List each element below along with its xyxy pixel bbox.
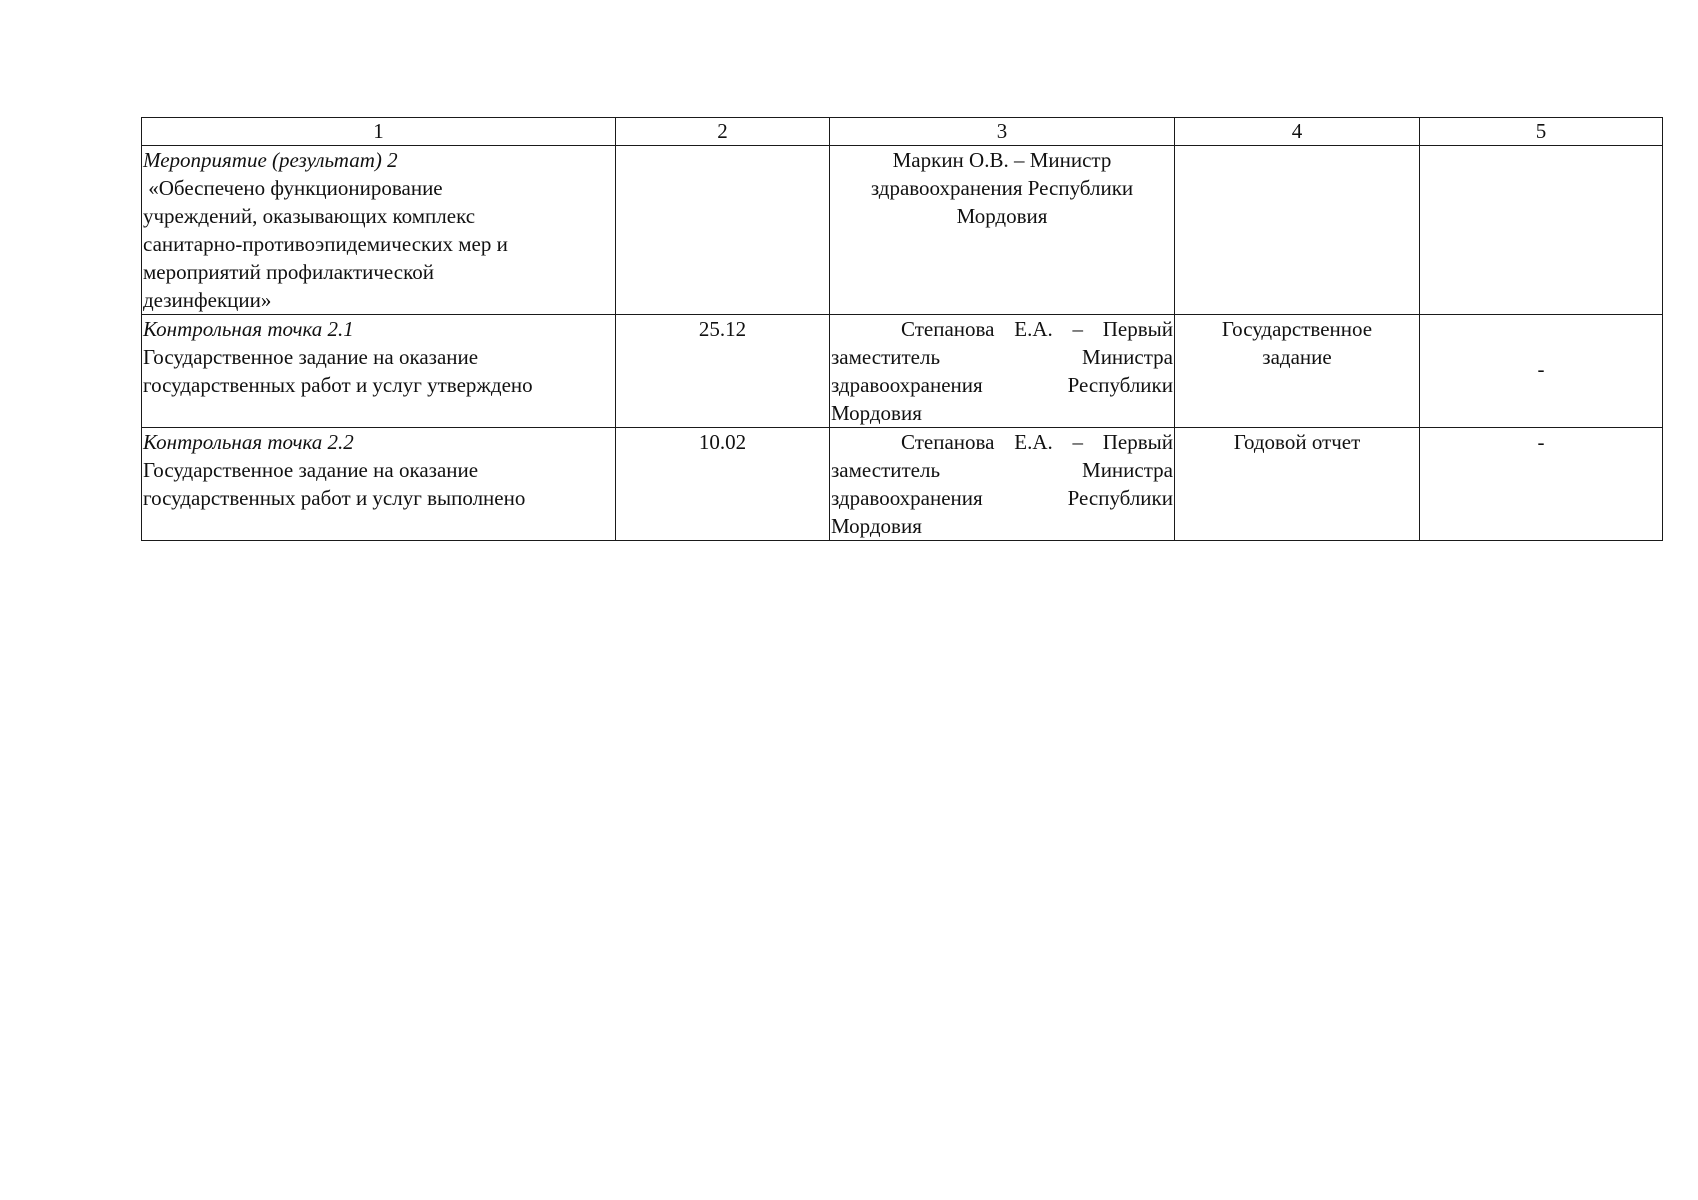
plan-table — [141, 117, 1663, 541]
checkpoint-text-line: государственных работ и услуг утверждено — [143, 373, 533, 397]
responsible-line: заместитель Министра — [831, 458, 1173, 482]
document-type-line: задание — [1262, 345, 1332, 369]
responsible-cell — [830, 146, 1175, 315]
activity-text-line: «Обеспечено функционирование — [143, 176, 443, 200]
deadline-cell: 25.12 — [616, 315, 830, 428]
responsible-cell — [830, 428, 1175, 541]
info-system-cell — [1420, 146, 1663, 315]
responsible-line: здравоохранения Республики — [831, 486, 1173, 510]
checkpoint-text-line: Государственное задание на оказание — [143, 345, 479, 369]
responsible-line: заместитель Министра — [831, 345, 1173, 369]
responsible-line: Мордовия — [831, 514, 922, 538]
activity-text-line: дезинфекции» — [143, 288, 272, 312]
activity-title: Мероприятие (результат) 2 — [143, 148, 398, 172]
table-row — [142, 315, 1663, 428]
responsible-line: Маркин О.В. – Министр — [892, 148, 1112, 172]
checkpoint-title: Контрольная точка 2.2 — [143, 430, 354, 454]
activity-text-line: санитарно-противоэпидемических мер и — [143, 232, 508, 256]
table-header-row — [142, 118, 1663, 146]
responsible-cell — [830, 315, 1175, 428]
checkpoint-title: Контрольная точка 2.1 — [143, 317, 354, 341]
checkpoint-cell — [142, 315, 616, 428]
responsible-line: Степанова Е.А. – Первый — [901, 317, 1173, 341]
document-type-cell — [1175, 315, 1420, 428]
responsible-line: Степанова Е.А. – Первый — [901, 430, 1173, 454]
info-system-cell — [1420, 315, 1663, 428]
header-cell-4: 4 — [1175, 118, 1420, 146]
checkpoint-cell — [142, 428, 616, 541]
header-cell-2: 2 — [616, 118, 830, 146]
header-cell-5: 5 — [1420, 118, 1663, 146]
deadline-cell: 10.02 — [616, 428, 830, 541]
responsible-line: Мордовия — [956, 204, 1048, 228]
activity-cell — [142, 146, 616, 315]
activity-text-line: мероприятий профилактической — [143, 260, 434, 284]
document-type-cell — [1175, 428, 1420, 541]
info-system-value: - — [1537, 357, 1545, 381]
document-type-cell — [1175, 146, 1420, 315]
document-type-line: Годовой отчет — [1233, 430, 1361, 454]
checkpoint-text-line: государственных работ и услуг выполнено — [143, 486, 526, 510]
table-row — [142, 428, 1663, 541]
info-system-value: - — [1537, 430, 1545, 454]
responsible-line: здравоохранения Республики — [831, 373, 1173, 397]
document-type-line: Государственное — [1221, 317, 1373, 341]
deadline-cell — [616, 146, 830, 315]
checkpoint-text-line: Государственное задание на оказание — [143, 458, 479, 482]
responsible-line: здравоохранения Республики — [870, 176, 1134, 200]
header-cell-1: 1 — [142, 118, 616, 146]
table-row — [142, 146, 1663, 315]
activity-text-line: учреждений, оказывающих комплекс — [143, 204, 476, 228]
info-system-cell — [1420, 428, 1663, 541]
responsible-line: Мордовия — [831, 401, 922, 425]
header-cell-3: 3 — [830, 118, 1175, 146]
